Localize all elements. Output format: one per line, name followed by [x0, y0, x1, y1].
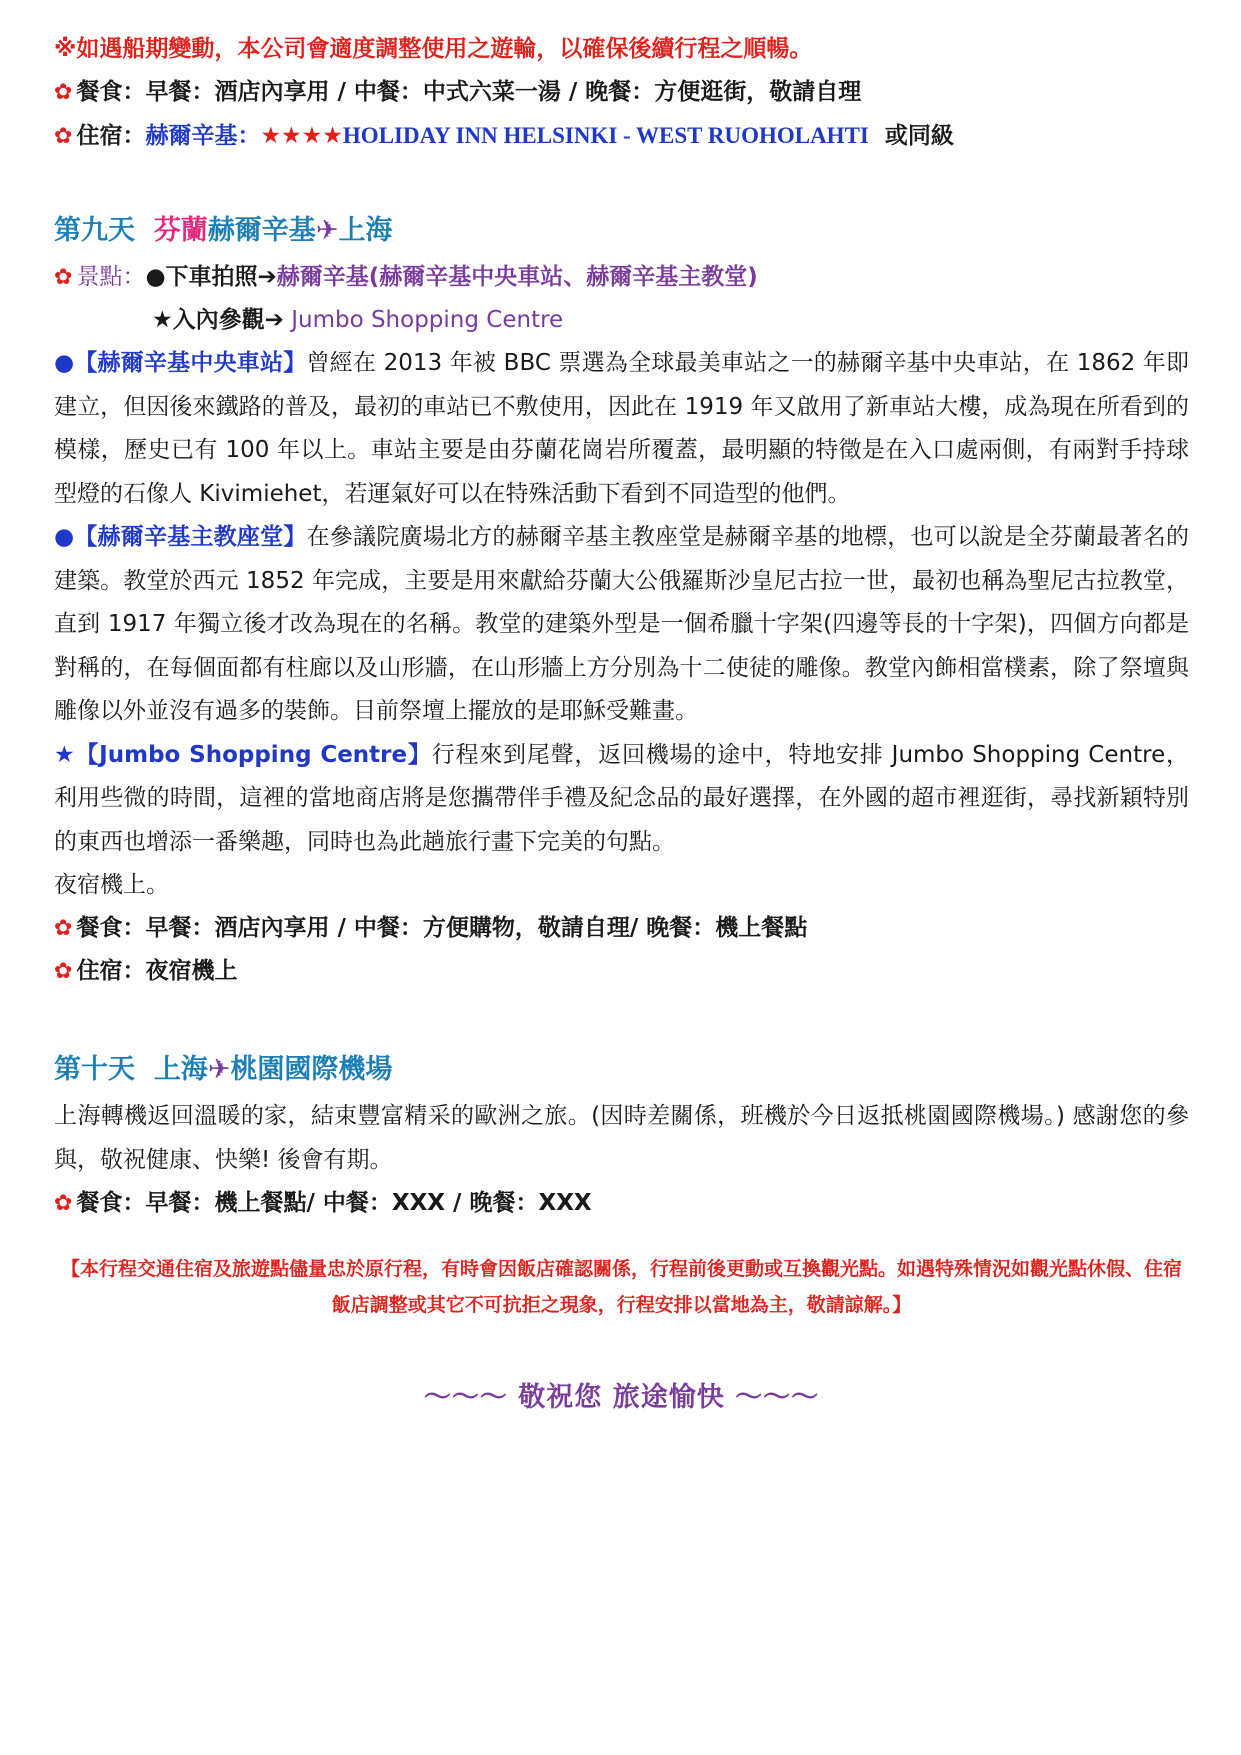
- sights-line-2: [54, 299, 1189, 342]
- paragraph-central-station: [54, 342, 1189, 516]
- stay-line: [54, 114, 1189, 158]
- para-body: 行程來到尾聲，返回機場的途中，特地安排 Jumbo Shopping Centre，利用些微的時間，這裡的當地商店將是您攜帶伴手禮及紀念品的最好選擇，在外國的超市裡逛街，尋找新穎特別的東西也增添一番樂趣，同時也為此趟旅行畫下完美的句點。: [54, 741, 1189, 855]
- itinerary-page: [54, 28, 1189, 1414]
- sights-label: 景點：: [76, 264, 146, 290]
- day10-meals: [54, 1182, 1189, 1225]
- day9-city-helsinki: 赫爾辛基: [207, 215, 316, 246]
- meals-text: 餐食：早餐：機上餐點/ 中餐：XXX / 晚餐：XXX: [76, 1190, 592, 1216]
- stay-suffix: 或同級: [884, 123, 954, 149]
- flower-icon: ✿: [54, 959, 73, 984]
- flower-icon: ✿: [54, 916, 73, 941]
- meals-text: 餐食：早餐：酒店內享用 / 中餐：中式六菜一湯 / 晚餐：方便逛街，敬請自理: [76, 79, 862, 105]
- day9-city-shanghai: 上海: [338, 215, 393, 246]
- photo-stop-text: 赫爾辛基(赫爾辛基中央車站、赫爾辛基主教堂): [276, 264, 758, 290]
- day10-city-shanghai: 上海: [153, 1054, 208, 1085]
- day10-label: 第十天: [54, 1054, 135, 1085]
- day9-meals: [54, 907, 1189, 950]
- day10-heading: [54, 1045, 1189, 1095]
- ship-notice: ※如遇船期變動，本公司會適度調整使用之遊輪，以確保後續行程之順暢。: [54, 36, 813, 62]
- day9-heading: [54, 206, 1189, 256]
- day9-city-finland: 芬蘭: [153, 215, 208, 246]
- para-title: ●【赫爾辛基主教座堂】: [54, 524, 307, 550]
- para-title: ★【Jumbo Shopping Centre】: [54, 741, 432, 768]
- flower-icon: ✿: [54, 265, 73, 290]
- stay-text: 住宿：夜宿機上: [76, 958, 238, 984]
- para-body: 曾經在 2013 年被 BBC 票選為全球最美車站之一的赫爾辛基中央車站，在 1862 年即建立，但因後來鐵路的普及，最初的車站已不敷使用，因此在 1919 年又啟用了新車站大樓，成為現在所看到的模樣，歷史已有 100 年以上。車站主要是由芬蘭花崗岩所覆蓋，最明顯的特徵是在入口處兩側，有兩對手持球型燈的石像人 Kivimiehet，若運氣好可以在特殊活動下看到不同造型的他們。: [54, 350, 1189, 507]
- flower-icon: ✿: [54, 1191, 73, 1216]
- para-body: 在參議院廣場北方的赫爾辛基主教座堂是赫爾辛基的地標，也可以說是全芬蘭最著名的建築。教堂於西元 1852 年完成，主要是用來獻給芬蘭大公俄羅斯沙皇尼古拉一世，最初也稱為聖尼古拉教堂，直到 1917 年獨立後才改為現在的名稱。教堂的建築外型是一個希臘十字架(四邊等長的十字架)，四個方向都是對稱的，在每個面都有柱廊以及山形牆，在山形牆上方分別為十二使徒的雕像。教堂內飾相當樸素，除了祭壇與雕像以外並沒有過多的裝飾。目前祭壇上擺放的是耶穌受難畫。: [54, 524, 1189, 724]
- disclaimer-note: 【本行程交通住宿及旅遊點儘量忠於原行程，有時會因飯店確認關係，行程前後更動或互換觀光點。如遇特殊情況如觀光點休假、住宿飯店調整或其它不可抗拒之現象，行程安排以當地為主，敬請諒解。】: [60, 1258, 1182, 1316]
- day9-stay: [54, 950, 1189, 993]
- meals-text: 餐食：早餐：酒店內享用 / 中餐：方便購物，敬請自理/ 晚餐：機上餐點: [76, 915, 808, 941]
- visit-text: Jumbo Shopping Centre: [291, 307, 564, 333]
- paragraph-cathedral: [54, 516, 1189, 734]
- overnight-text: 夜宿機上。: [54, 872, 169, 898]
- photo-stop-prefix: ●下車拍照➔: [145, 264, 277, 290]
- para-title: ●【赫爾辛基中央車站】: [54, 350, 307, 376]
- plane-icon: ✈: [207, 1054, 231, 1085]
- star-rating: ★★★★: [260, 123, 343, 149]
- visit-prefix: ★入內參觀➔: [152, 307, 284, 333]
- day10-city-taoyuan: 桃園國際機場: [230, 1054, 393, 1085]
- paragraph-jumbo: [54, 734, 1189, 865]
- stay-city: 赫爾辛基：: [145, 123, 261, 149]
- meals-line: [54, 71, 1189, 114]
- plane-icon: ✈: [315, 215, 339, 246]
- hotel-name: HOLIDAY INN HELSINKI - WEST RUOHOLAHTI: [342, 123, 869, 148]
- stay-label: 住宿：: [76, 123, 146, 149]
- flower-icon: ✿: [54, 80, 73, 105]
- day9-label: 第九天: [54, 215, 135, 246]
- blessing: ～～～ 敬祝您 旅途愉快 ～～～: [423, 1382, 820, 1413]
- day10-body: 上海轉機返回溫暖的家，結束豐富精采的歐洲之旅。(因時差關係，班機於今日返抵桃園國際機場。) 感謝您的參與，敬祝健康、快樂! 後會有期。: [54, 1103, 1189, 1173]
- flower-icon: ✿: [54, 124, 73, 149]
- sights-line-1: [54, 256, 1189, 299]
